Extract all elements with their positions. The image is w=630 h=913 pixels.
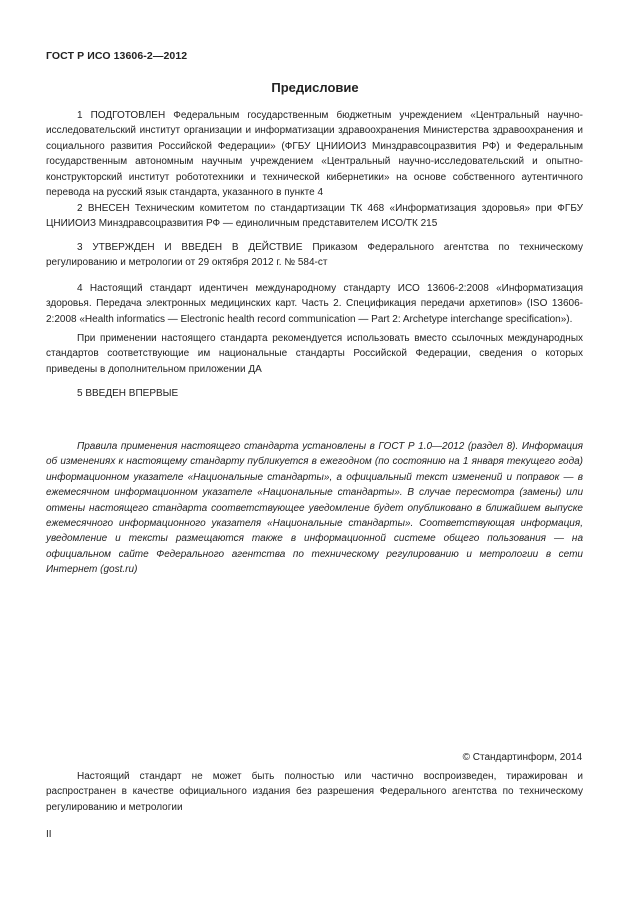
copyright-line: © Стандартинформ, 2014 xyxy=(462,752,582,763)
page-number: II xyxy=(46,829,52,840)
page-title: Предисловие xyxy=(271,80,359,95)
application-rules-text: Правила применения настоящего стандарта установлены в ГОСТ Р 1.0—2012 (раздел 8). Информация об изменениях к настоящему стандарту публикуется в ежегодном (по состоянию на 1 января текущего года) информационном указателе «Национальные стандарты», а официальный текст изменений и поправок — в ежемесячном информационном указателе «Национальные стандарты». В случае пересмотра (замены) или отмены настоящего стандарта соответствующее уведомление будет опубликовано в ближайшем выпуске ежемесячного информационного указателя «Национальные стандарты». Соответствующая информация, уведомление и тексты размещаются также в информационной системе общего пользования — на официальном сайте Федерального агентства по техническому регулированию и метрологии в сети Интернет (gost.ru) xyxy=(46,441,583,576)
paragraph-approved: 3 УТВЕРЖДЕН И ВВЕДЕН В ДЕЙСТВИЕ Приказом Федерального агентства по техническому регулированию и метрологии от 29 октября 2012 г. № 584-ст xyxy=(46,242,583,269)
paragraph-prepared-by: 1 ПОДГОТОВЛЕН Федеральным государственным бюджетным учреждением «Центральный научно-исследовательский институт организации и информатизации здравоохранения Министерства здравоохранения и социального развития Российской Федерации» (ФГБУ ЦНИИОИЗ Минздравсоцразвития РФ) и Федеральным государственным автономным научным учреждением «Центральный научно-исследовательский и опытно-конструкторский институт робототехники и технической кибернетики» на основе собственного аутентичного перевода на русский язык стандарта, указанного в пункте 4 xyxy=(46,110,583,199)
paragraph-identical-standard: 4 Настоящий стандарт идентичен международному стандарту ИСО 13606-2:2008 «Информатизация здоровья. Передача электронных медицинских карт. Часть 2. Спецификация передачи архетипов» (ISO 13606-2:2008 «Health informatics — Electronic health record communication — Part 2: Archetype interchange specification»). xyxy=(46,283,583,325)
paragraph-reference-standards: При применении настоящего стандарта рекомендуется использовать вместо ссылочных международных стандартов соответствующие им национальные стандарты Российской Федерации, сведения о которых приведены в дополнительном приложении ДА xyxy=(46,333,583,375)
paragraph-first-introduced: 5 ВВЕДЕН ВПЕРВЫЕ xyxy=(77,388,179,399)
standard-code-header: ГОСТ Р ИСО 13606-2—2012 xyxy=(46,50,188,62)
paragraph-introduced-by: 2 ВНЕСЕН Техническим комитетом по стандартизации ТК 468 «Информатизация здоровья» при ФГБУ ЦНИИОИЗ Минздравсоцразвития РФ — единоличным представителем ИСО/ТК 215 xyxy=(46,203,583,230)
reproduction-notice: Настоящий стандарт не может быть полностью или частично воспроизведен, тиражирован и распространен в качестве официального издания без разрешения Федерального агентства по техническому регулированию и метрологии xyxy=(46,771,583,813)
